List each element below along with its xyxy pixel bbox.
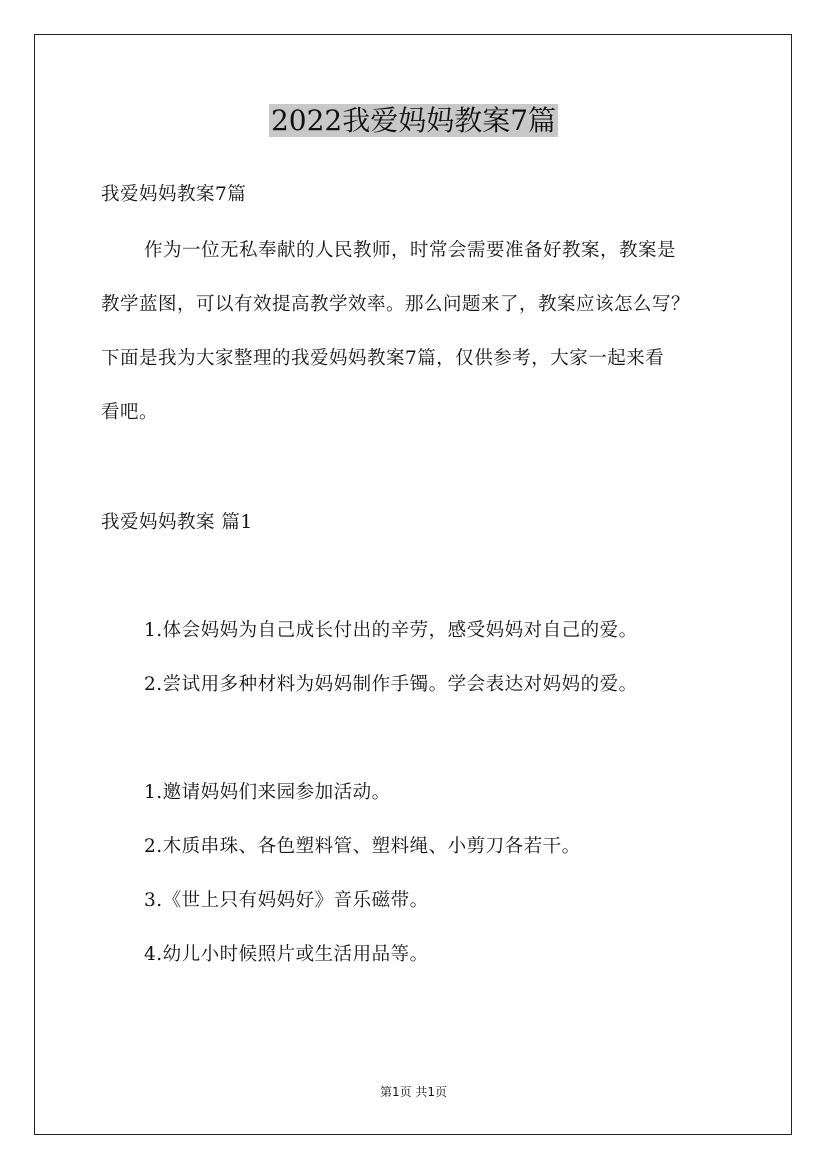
goal-item-1: 1.体会妈妈为自己成长付出的辛劳，感受妈妈对自己的爱。 [144,620,638,641]
preparation-item-3: 3.《世上只有妈妈好》音乐磁带。 [144,890,429,911]
section-heading: 我爱妈妈教案 篇1 [101,512,253,533]
intro-line-1: 作为一位无私奉献的人民教师，时常会需要准备好教案，教案是 [144,240,677,261]
intro-line-3: 下面是我为大家整理的我爱妈妈教案7篇，仅供参考，大家一起来看 [101,348,665,369]
goal-item-2: 2.尝试用多种材料为妈妈制作手镯。学会表达对妈妈的爱。 [144,674,638,695]
preparation-item-4: 4.幼儿小时候照片或生活用品等。 [144,944,429,965]
preparation-item-2: 2.木质串珠、各色塑料管、塑料绳、小剪刀各若干。 [144,836,581,857]
document-subtitle: 我爱妈妈教案7篇 [101,184,247,205]
preparation-item-1: 1.邀请妈妈们来园参加活动。 [144,782,391,803]
intro-line-2: 教学蓝图，可以有效提高教学效率。那么问题来了，教案应该怎么写？ [101,294,691,315]
page-footer: 第1页 共1页 [379,1085,448,1099]
document-title-text: 2022我爱妈妈教案7篇 [270,104,557,137]
document-title [0,98,827,144]
intro-line-4: 看吧。 [101,402,159,423]
